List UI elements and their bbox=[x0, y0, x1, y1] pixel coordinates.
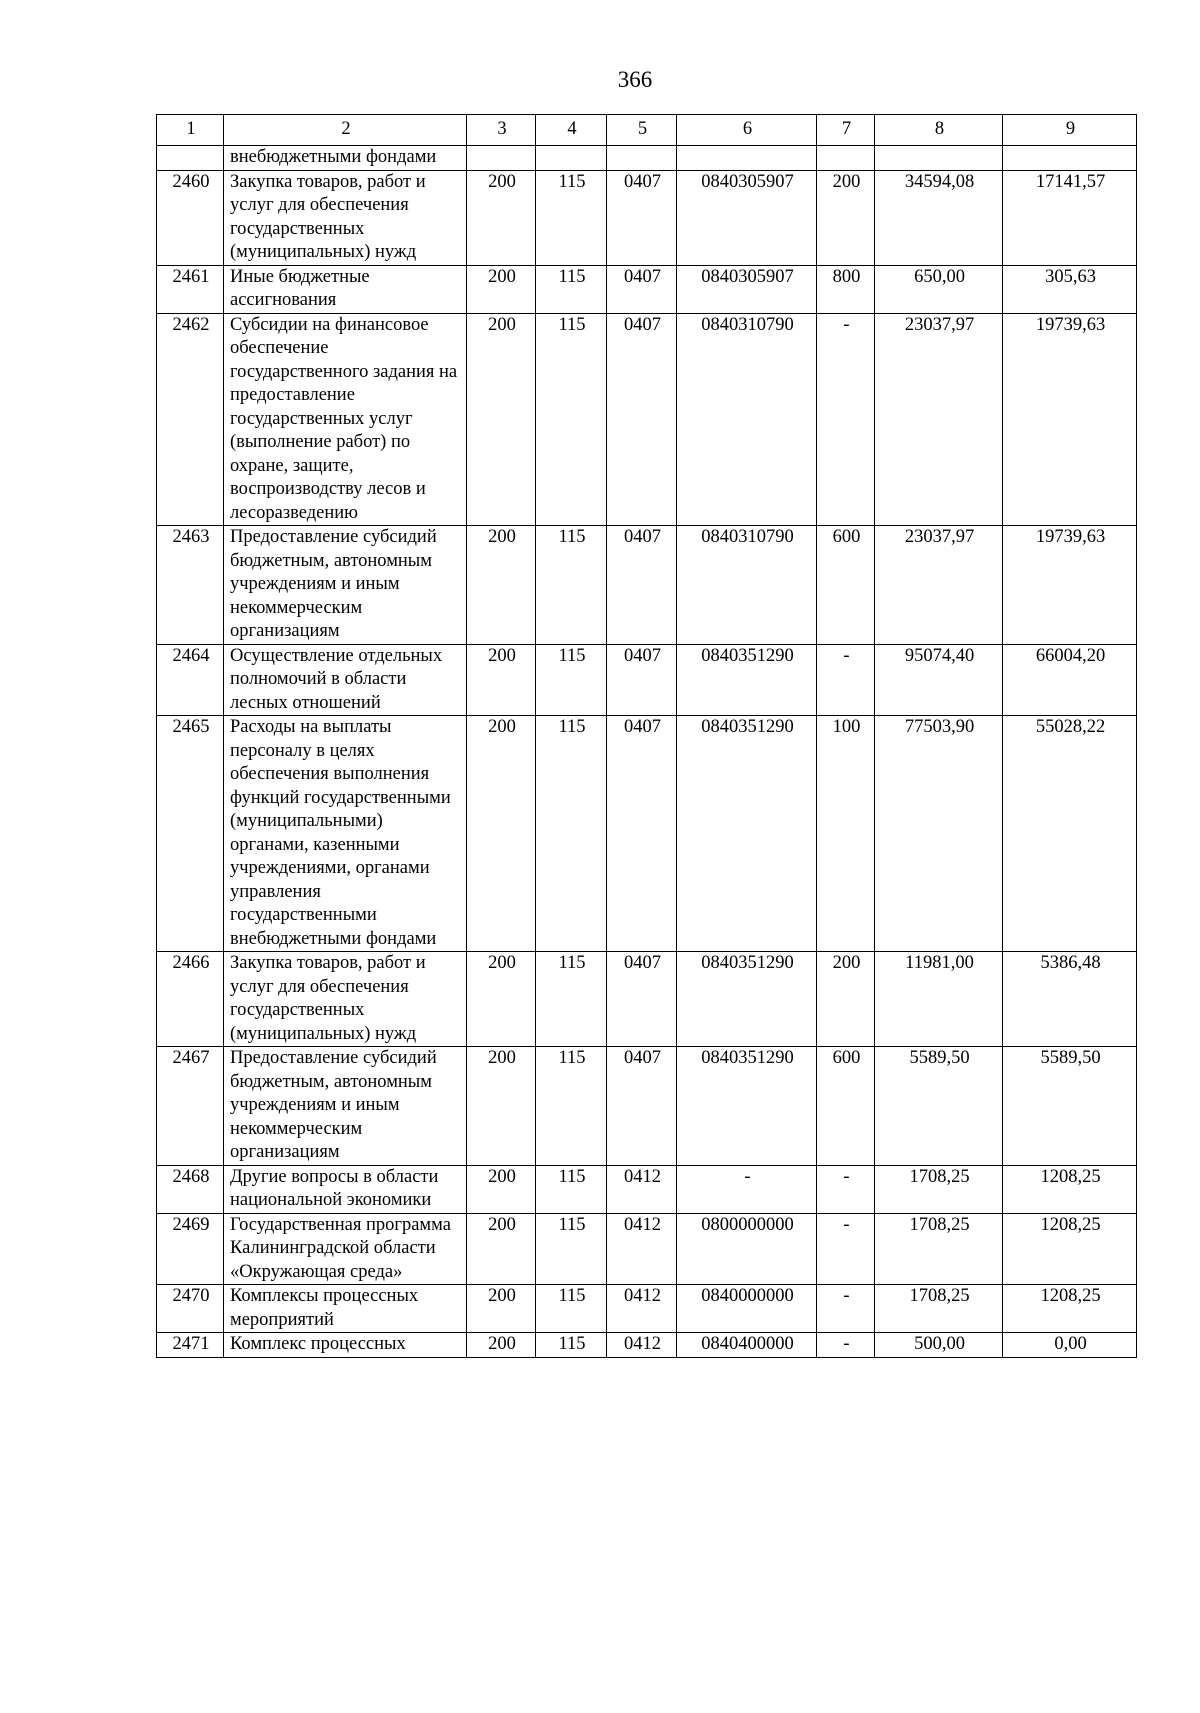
expense-type-cell: 600 bbox=[817, 1047, 875, 1166]
section-code-cell: 0412 bbox=[607, 1213, 677, 1285]
amount-executed-cell: 19739,63 bbox=[1003, 526, 1137, 645]
expense-type-cell: - bbox=[817, 1285, 875, 1333]
column-header: 1 bbox=[157, 115, 224, 146]
expense-type-cell: - bbox=[817, 1213, 875, 1285]
target-article-cell: 0840351290 bbox=[677, 644, 817, 716]
row-number-cell: 2467 bbox=[157, 1047, 224, 1166]
section-code-cell: 0412 bbox=[607, 1333, 677, 1358]
target-article-cell: 0840305907 bbox=[677, 265, 817, 313]
code-4-cell: 115 bbox=[536, 644, 607, 716]
amount-executed-cell: 0,00 bbox=[1003, 1333, 1137, 1358]
expense-type-cell: 100 bbox=[817, 716, 875, 952]
row-name-cell: Закупка товаров, работ и услуг для обеспечения государственных (муниципальных) нужд bbox=[224, 170, 467, 265]
row-number-cell: 2461 bbox=[157, 265, 224, 313]
row-name-cell: Комплексы процессных мероприятий bbox=[224, 1285, 467, 1333]
code-4-cell: 115 bbox=[536, 1333, 607, 1358]
expense-type-cell: 200 bbox=[817, 952, 875, 1047]
code-3-cell: 200 bbox=[467, 1047, 536, 1166]
code-3-cell: 200 bbox=[467, 1165, 536, 1213]
column-header: 5 bbox=[607, 115, 677, 146]
row-name-cell: Закупка товаров, работ и услуг для обеспечения государственных (муниципальных) нужд bbox=[224, 952, 467, 1047]
code-3-cell: 200 bbox=[467, 644, 536, 716]
amount-executed-cell bbox=[1003, 146, 1137, 171]
code-4-cell: 115 bbox=[536, 952, 607, 1047]
row-number-cell: 2465 bbox=[157, 716, 224, 952]
amount-approved-cell: 23037,97 bbox=[875, 313, 1003, 526]
table-row bbox=[157, 716, 1137, 952]
target-article-cell: 0840351290 bbox=[677, 716, 817, 952]
amount-executed-cell: 5386,48 bbox=[1003, 952, 1137, 1047]
row-number-cell: 2469 bbox=[157, 1213, 224, 1285]
amount-executed-cell: 1208,25 bbox=[1003, 1285, 1137, 1333]
row-number-cell: 2462 bbox=[157, 313, 224, 526]
amount-approved-cell: 77503,90 bbox=[875, 716, 1003, 952]
code-4-cell: 115 bbox=[536, 1165, 607, 1213]
target-article-cell: 0840351290 bbox=[677, 1047, 817, 1166]
target-article-cell: 0840310790 bbox=[677, 526, 817, 645]
amount-approved-cell: 1708,25 bbox=[875, 1285, 1003, 1333]
amount-approved-cell: 500,00 bbox=[875, 1333, 1003, 1358]
code-3-cell: 200 bbox=[467, 313, 536, 526]
code-4-cell: 115 bbox=[536, 265, 607, 313]
row-name-cell: внебюджетными фондами bbox=[224, 146, 467, 171]
target-article-cell bbox=[677, 146, 817, 171]
table-row bbox=[157, 952, 1137, 1047]
code-3-cell: 200 bbox=[467, 1333, 536, 1358]
row-name-cell: Другие вопросы в области национальной экономики bbox=[224, 1165, 467, 1213]
code-4-cell: 115 bbox=[536, 313, 607, 526]
table-body bbox=[157, 146, 1137, 1358]
code-3-cell bbox=[467, 146, 536, 171]
code-4-cell: 115 bbox=[536, 1213, 607, 1285]
row-name-cell: Субсидии на финансовое обеспечение государственного задания на предоставление государственных услуг (выполнение работ) по охране, защите, воспроизводству лесов и лесоразведению bbox=[224, 313, 467, 526]
amount-approved-cell: 34594,08 bbox=[875, 170, 1003, 265]
row-number-cell: 2463 bbox=[157, 526, 224, 645]
code-4-cell bbox=[536, 146, 607, 171]
amount-approved-cell: 5589,50 bbox=[875, 1047, 1003, 1166]
column-header: 8 bbox=[875, 115, 1003, 146]
amount-approved-cell: 1708,25 bbox=[875, 1213, 1003, 1285]
row-number-cell: 2464 bbox=[157, 644, 224, 716]
table-row bbox=[157, 526, 1137, 645]
section-code-cell: 0407 bbox=[607, 1047, 677, 1166]
section-code-cell: 0407 bbox=[607, 265, 677, 313]
expense-type-cell: - bbox=[817, 1333, 875, 1358]
amount-approved-cell: 650,00 bbox=[875, 265, 1003, 313]
amount-executed-cell: 1208,25 bbox=[1003, 1165, 1137, 1213]
amount-executed-cell: 19739,63 bbox=[1003, 313, 1137, 526]
expense-type-cell: 600 bbox=[817, 526, 875, 645]
code-3-cell: 200 bbox=[467, 952, 536, 1047]
table-row bbox=[157, 1333, 1137, 1358]
column-header: 3 bbox=[467, 115, 536, 146]
amount-executed-cell: 17141,57 bbox=[1003, 170, 1137, 265]
code-3-cell: 200 bbox=[467, 1285, 536, 1333]
table-row bbox=[157, 146, 1137, 171]
row-name-cell: Комплекс процессных bbox=[224, 1333, 467, 1358]
code-4-cell: 115 bbox=[536, 1047, 607, 1166]
section-code-cell: 0407 bbox=[607, 526, 677, 645]
expense-type-cell: - bbox=[817, 313, 875, 526]
header-row bbox=[157, 115, 1137, 146]
row-number-cell: 2471 bbox=[157, 1333, 224, 1358]
column-header: 6 bbox=[677, 115, 817, 146]
budget-table bbox=[156, 114, 1137, 1358]
row-name-cell: Государственная программа Калининградской области «Окружающая среда» bbox=[224, 1213, 467, 1285]
page-number: 366 bbox=[617, 67, 653, 92]
row-name-cell: Предоставление субсидий бюджетным, автономным учреждениям и иным некоммерческим организациям bbox=[224, 526, 467, 645]
row-number-cell: 2470 bbox=[157, 1285, 224, 1333]
table-row bbox=[157, 265, 1137, 313]
section-code-cell: 0407 bbox=[607, 170, 677, 265]
target-article-cell: 0800000000 bbox=[677, 1213, 817, 1285]
expense-type-cell: 200 bbox=[817, 170, 875, 265]
amount-executed-cell: 66004,20 bbox=[1003, 644, 1137, 716]
target-article-cell: 0840400000 bbox=[677, 1333, 817, 1358]
code-3-cell: 200 bbox=[467, 1213, 536, 1285]
code-4-cell: 115 bbox=[536, 1285, 607, 1333]
table-row bbox=[157, 1047, 1137, 1166]
section-code-cell: 0407 bbox=[607, 313, 677, 526]
table-row bbox=[157, 313, 1137, 526]
amount-executed-cell: 55028,22 bbox=[1003, 716, 1137, 952]
column-header: 4 bbox=[536, 115, 607, 146]
amount-approved-cell: 1708,25 bbox=[875, 1165, 1003, 1213]
column-header: 2 bbox=[224, 115, 467, 146]
code-4-cell: 115 bbox=[536, 170, 607, 265]
target-article-cell: 0840310790 bbox=[677, 313, 817, 526]
row-name-cell: Осуществление отдельных полномочий в области лесных отношений bbox=[224, 644, 467, 716]
code-3-cell: 200 bbox=[467, 526, 536, 645]
expense-type-cell: - bbox=[817, 1165, 875, 1213]
row-number-cell: 2466 bbox=[157, 952, 224, 1047]
amount-approved-cell: 23037,97 bbox=[875, 526, 1003, 645]
table-row bbox=[157, 1213, 1137, 1285]
amount-approved-cell: 11981,00 bbox=[875, 952, 1003, 1047]
target-article-cell: 0840351290 bbox=[677, 952, 817, 1047]
row-name-cell: Иные бюджетные ассигнования bbox=[224, 265, 467, 313]
column-header: 7 bbox=[817, 115, 875, 146]
row-number-cell: 2468 bbox=[157, 1165, 224, 1213]
amount-approved-cell bbox=[875, 146, 1003, 171]
section-code-cell: 0407 bbox=[607, 952, 677, 1047]
table-row bbox=[157, 1165, 1137, 1213]
amount-approved-cell: 95074,40 bbox=[875, 644, 1003, 716]
table-row bbox=[157, 170, 1137, 265]
section-code-cell: 0412 bbox=[607, 1165, 677, 1213]
section-code-cell: 0412 bbox=[607, 1285, 677, 1333]
code-3-cell: 200 bbox=[467, 170, 536, 265]
section-code-cell: 0407 bbox=[607, 716, 677, 952]
expense-type-cell: - bbox=[817, 644, 875, 716]
target-article-cell: 0840305907 bbox=[677, 170, 817, 265]
table-row bbox=[157, 644, 1137, 716]
target-article-cell: - bbox=[677, 1165, 817, 1213]
expense-type-cell: 800 bbox=[817, 265, 875, 313]
row-name-cell: Предоставление субсидий бюджетным, автономным учреждениям и иным некоммерческим организациям bbox=[224, 1047, 467, 1166]
code-4-cell: 115 bbox=[536, 716, 607, 952]
amount-executed-cell: 5589,50 bbox=[1003, 1047, 1137, 1166]
expense-type-cell bbox=[817, 146, 875, 171]
amount-executed-cell: 1208,25 bbox=[1003, 1213, 1137, 1285]
code-3-cell: 200 bbox=[467, 265, 536, 313]
section-code-cell bbox=[607, 146, 677, 171]
code-4-cell: 115 bbox=[536, 526, 607, 645]
amount-executed-cell: 305,63 bbox=[1003, 265, 1137, 313]
row-number-cell bbox=[157, 146, 224, 171]
table-row bbox=[157, 1285, 1137, 1333]
code-3-cell: 200 bbox=[467, 716, 536, 952]
row-number-cell: 2460 bbox=[157, 170, 224, 265]
target-article-cell: 0840000000 bbox=[677, 1285, 817, 1333]
section-code-cell: 0407 bbox=[607, 644, 677, 716]
row-name-cell: Расходы на выплаты персоналу в целях обеспечения выполнения функций государственными (муниципальными) органами, казенными учреждениями, органами управления государственными внебюджетными фондами bbox=[224, 716, 467, 952]
column-header: 9 bbox=[1003, 115, 1137, 146]
